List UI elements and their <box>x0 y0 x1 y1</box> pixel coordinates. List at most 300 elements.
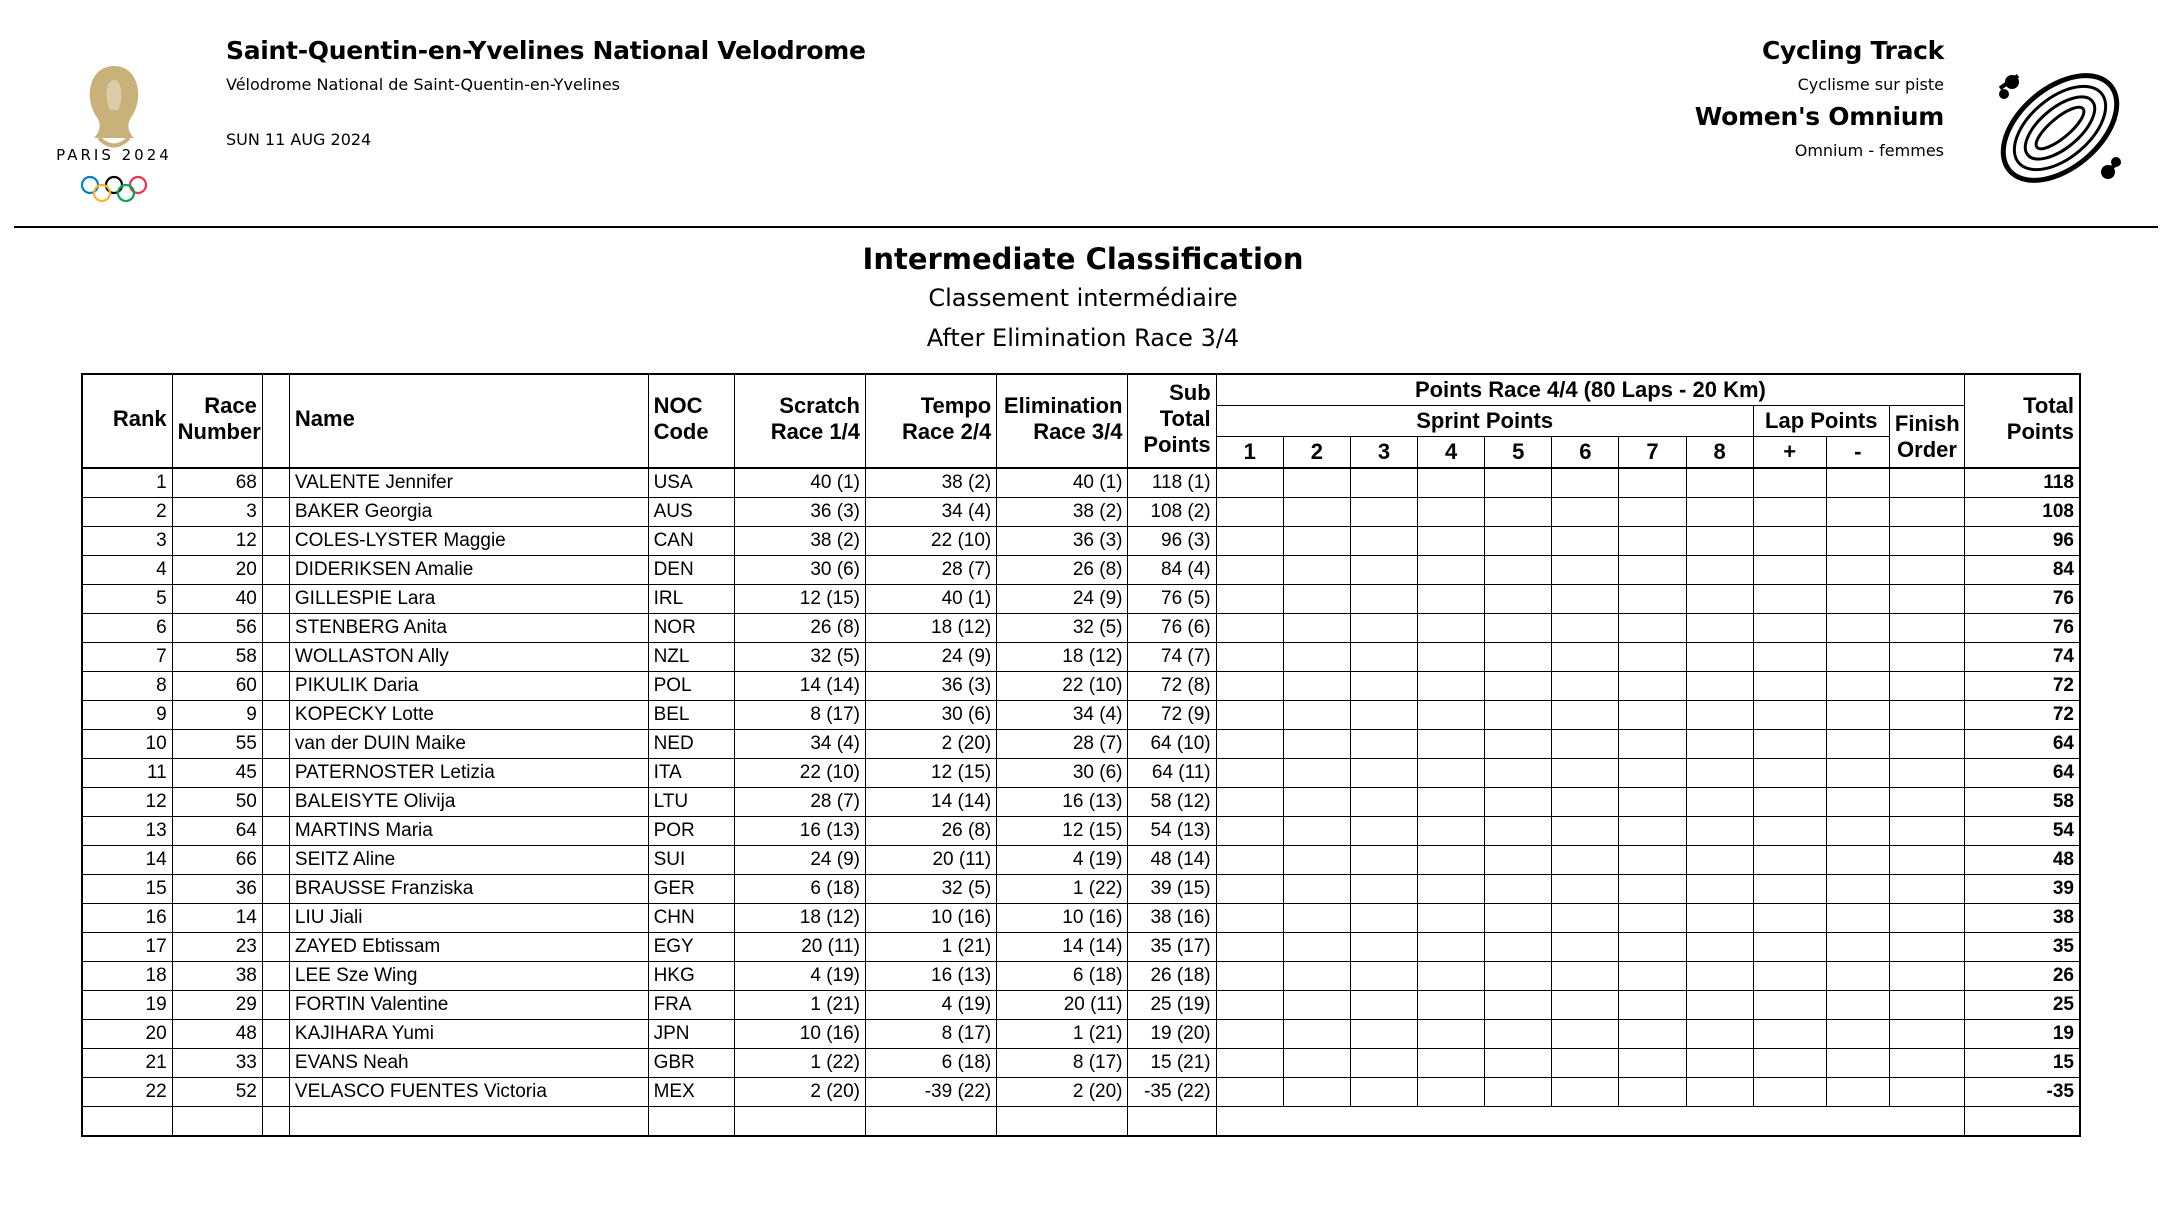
cell-rank: 14 <box>82 846 172 875</box>
cell-points-race <box>1418 1049 1485 1078</box>
cell-race-number: 48 <box>172 1020 262 1049</box>
cell-scratch: 6 (18) <box>734 875 865 904</box>
cell-tempo: 32 (5) <box>865 875 996 904</box>
cell-points-race <box>1216 1049 1283 1078</box>
cell-tempo: 2 (20) <box>865 730 996 759</box>
cell-points-race <box>1485 904 1552 933</box>
cell-points-race <box>1686 1049 1753 1078</box>
cell-name: SEITZ Aline <box>289 846 648 875</box>
cell-points-race <box>1216 759 1283 788</box>
cell-sub-total: 72 (9) <box>1128 701 1216 730</box>
cell-points-race <box>1485 527 1552 556</box>
cell-points-race <box>1753 788 1826 817</box>
cell-race-number: 60 <box>172 672 262 701</box>
cell-points-race <box>1889 962 1964 991</box>
cell-points-race <box>1826 498 1889 527</box>
cell-name: FORTIN Valentine <box>289 991 648 1020</box>
cell-points-race <box>1686 846 1753 875</box>
cell-sub-total: 58 (12) <box>1128 788 1216 817</box>
cell-points-race <box>1686 701 1753 730</box>
cell-points-race <box>1350 730 1417 759</box>
cell-rank: 13 <box>82 817 172 846</box>
cell-points-race <box>1485 788 1552 817</box>
cell-points-race <box>1753 817 1826 846</box>
cell-points-race <box>1216 991 1283 1020</box>
cell-points-race <box>1216 527 1283 556</box>
cell-noc: IRL <box>648 585 734 614</box>
col-blank <box>262 374 289 468</box>
cell-name: VELASCO FUENTES Victoria <box>289 1078 648 1107</box>
cell-points-race <box>1283 933 1350 962</box>
table-row <box>82 468 2080 498</box>
cell-race-number: 36 <box>172 875 262 904</box>
cell-empty <box>172 1107 262 1137</box>
cell-blank <box>262 701 289 730</box>
cell-rank: 21 <box>82 1049 172 1078</box>
cell-race-number: 64 <box>172 817 262 846</box>
col-total-points: Total Points <box>1965 374 2080 468</box>
col-sprint-5: 5 <box>1485 437 1552 469</box>
cell-points-race <box>1552 585 1619 614</box>
event-name-en: Women's Omnium <box>1694 102 1944 131</box>
cell-rank: 4 <box>82 556 172 585</box>
cell-points-race <box>1826 730 1889 759</box>
cell-empty <box>289 1107 648 1137</box>
cell-points-race <box>1753 875 1826 904</box>
cell-points-race <box>1552 468 1619 498</box>
cell-points-race <box>1889 730 1964 759</box>
cell-scratch: 12 (15) <box>734 585 865 614</box>
cell-tempo: 34 (4) <box>865 498 996 527</box>
cell-noc: AUS <box>648 498 734 527</box>
cell-noc: FRA <box>648 991 734 1020</box>
cell-points-race <box>1350 498 1417 527</box>
cell-points-race <box>1216 468 1283 498</box>
cell-points-race <box>1283 585 1350 614</box>
cell-points-race <box>1619 701 1686 730</box>
sport-name-fr: Cyclisme sur piste <box>1797 75 1944 94</box>
cell-blank <box>262 468 289 498</box>
cell-points-race <box>1826 527 1889 556</box>
cell-points-race <box>1485 991 1552 1020</box>
cell-points-race <box>1283 875 1350 904</box>
cell-points-race <box>1418 1020 1485 1049</box>
cell-rank: 3 <box>82 527 172 556</box>
cell-points-race <box>1350 1020 1417 1049</box>
cell-points-race <box>1350 614 1417 643</box>
cell-points-race <box>1350 468 1417 498</box>
cell-points-race <box>1418 1078 1485 1107</box>
cell-rank: 1 <box>82 468 172 498</box>
cell-points-race <box>1826 614 1889 643</box>
table-row <box>82 614 2080 643</box>
cell-tempo: 22 (10) <box>865 527 996 556</box>
cell-points-race <box>1753 585 1826 614</box>
cell-points-race <box>1686 788 1753 817</box>
cell-scratch: 30 (6) <box>734 556 865 585</box>
table-row <box>82 498 2080 527</box>
cell-points-race <box>1889 527 1964 556</box>
cell-name: VALENTE Jennifer <box>289 468 648 498</box>
cell-tempo: -39 (22) <box>865 1078 996 1107</box>
cell-rank: 19 <box>82 991 172 1020</box>
col-lap-plus: + <box>1753 437 1826 469</box>
cell-total-points: 74 <box>1965 643 2080 672</box>
cell-total-points: 96 <box>1965 527 2080 556</box>
cell-points-race <box>1418 904 1485 933</box>
cell-points-race <box>1619 788 1686 817</box>
cell-points-race <box>1686 991 1753 1020</box>
cell-blank <box>262 527 289 556</box>
cell-points-race <box>1552 933 1619 962</box>
cell-blank <box>262 585 289 614</box>
cell-points-race <box>1826 875 1889 904</box>
cell-points-race <box>1619 643 1686 672</box>
cell-noc: CHN <box>648 904 734 933</box>
cell-points-race <box>1216 817 1283 846</box>
cell-sub-total: 25 (19) <box>1128 991 1216 1020</box>
cell-noc: SUI <box>648 846 734 875</box>
cell-scratch: 10 (16) <box>734 1020 865 1049</box>
col-finish-order: Finish Order <box>1889 406 1964 469</box>
cell-rank: 10 <box>82 730 172 759</box>
cell-name: COLES-LYSTER Maggie <box>289 527 648 556</box>
table-row <box>82 846 2080 875</box>
cell-points-race <box>1686 643 1753 672</box>
cell-points-race <box>1418 933 1485 962</box>
cell-total-points: 72 <box>1965 701 2080 730</box>
cell-noc: GBR <box>648 1049 734 1078</box>
cell-sub-total: 76 (6) <box>1128 614 1216 643</box>
cell-blank <box>262 556 289 585</box>
cell-blank <box>262 904 289 933</box>
cell-rank: 22 <box>82 1078 172 1107</box>
cell-noc: JPN <box>648 1020 734 1049</box>
cell-elimination: 32 (5) <box>997 614 1128 643</box>
cell-total-points: 76 <box>1965 614 2080 643</box>
cell-points-race <box>1552 556 1619 585</box>
cell-tempo: 16 (13) <box>865 962 996 991</box>
cell-points-race <box>1283 962 1350 991</box>
cell-blank <box>262 730 289 759</box>
cell-points-race <box>1216 701 1283 730</box>
cell-points-race <box>1350 1049 1417 1078</box>
cell-name: MARTINS Maria <box>289 817 648 846</box>
cell-rank: 8 <box>82 672 172 701</box>
cell-total-points: 64 <box>1965 730 2080 759</box>
cell-tempo: 38 (2) <box>865 468 996 498</box>
cell-empty <box>1128 1107 1216 1137</box>
cell-points-race <box>1552 672 1619 701</box>
cell-points-race <box>1552 759 1619 788</box>
cell-blank <box>262 643 289 672</box>
cell-total-points: 76 <box>1965 585 2080 614</box>
cell-blank <box>262 614 289 643</box>
cell-elimination: 12 (15) <box>997 817 1128 846</box>
cell-points-race <box>1753 614 1826 643</box>
cell-points-race <box>1216 875 1283 904</box>
cell-scratch: 38 (2) <box>734 527 865 556</box>
cell-points-race <box>1826 759 1889 788</box>
cell-scratch: 36 (3) <box>734 498 865 527</box>
cell-elimination: 22 (10) <box>997 672 1128 701</box>
cell-blank <box>262 875 289 904</box>
cell-noc: BEL <box>648 701 734 730</box>
cell-points-race <box>1216 1078 1283 1107</box>
cell-points-race <box>1216 730 1283 759</box>
cell-points-race <box>1619 468 1686 498</box>
cell-points-race <box>1753 730 1826 759</box>
cell-race-number: 23 <box>172 933 262 962</box>
cell-points-race <box>1350 962 1417 991</box>
cell-sub-total: 64 (10) <box>1128 730 1216 759</box>
cell-sub-total: 108 (2) <box>1128 498 1216 527</box>
cell-race-number: 50 <box>172 788 262 817</box>
cell-elimination: 16 (13) <box>997 788 1128 817</box>
col-noc: NOC Code <box>648 374 734 468</box>
cell-scratch: 26 (8) <box>734 614 865 643</box>
cell-points-race <box>1686 933 1753 962</box>
table-row <box>82 1049 2080 1078</box>
table-row <box>82 759 2080 788</box>
cell-points-race <box>1889 788 1964 817</box>
cell-points-race <box>1753 759 1826 788</box>
cell-points-race <box>1552 875 1619 904</box>
cell-points-race <box>1826 1078 1889 1107</box>
cell-points-race <box>1753 468 1826 498</box>
col-sprint-8: 8 <box>1686 437 1753 469</box>
cell-name: GILLESPIE Lara <box>289 585 648 614</box>
cell-points-race <box>1216 498 1283 527</box>
cell-scratch: 32 (5) <box>734 643 865 672</box>
cell-sub-total: 26 (18) <box>1128 962 1216 991</box>
col-race-number: Race Number <box>172 374 262 468</box>
cell-sub-total: 15 (21) <box>1128 1049 1216 1078</box>
cell-tempo: 8 (17) <box>865 1020 996 1049</box>
cell-race-number: 66 <box>172 846 262 875</box>
cell-points-race <box>1283 614 1350 643</box>
cell-points-race <box>1350 759 1417 788</box>
cell-tempo: 4 (19) <box>865 991 996 1020</box>
cell-scratch: 24 (9) <box>734 846 865 875</box>
cell-empty <box>997 1107 1128 1137</box>
cell-noc: NZL <box>648 643 734 672</box>
cell-points-race <box>1283 846 1350 875</box>
cell-elimination: 38 (2) <box>997 498 1128 527</box>
col-sprint-3: 3 <box>1350 437 1417 469</box>
cell-points-race <box>1552 1078 1619 1107</box>
cell-scratch: 1 (21) <box>734 991 865 1020</box>
cell-points-race <box>1216 933 1283 962</box>
cell-points-race <box>1889 1078 1964 1107</box>
cell-points-race <box>1485 468 1552 498</box>
cell-total-points: 35 <box>1965 933 2080 962</box>
cell-points-race <box>1889 498 1964 527</box>
cell-points-race <box>1283 672 1350 701</box>
cell-points-race <box>1485 498 1552 527</box>
venue-name-fr: Vélodrome National de Saint-Quentin-en-Yvelines <box>226 75 620 94</box>
cell-race-number: 20 <box>172 556 262 585</box>
cell-points-race <box>1216 585 1283 614</box>
cell-noc: LTU <box>648 788 734 817</box>
cell-points-race <box>1418 701 1485 730</box>
cell-blank <box>262 1020 289 1049</box>
cell-rank: 7 <box>82 643 172 672</box>
table-row <box>82 875 2080 904</box>
paris-2024-emblem-icon <box>44 58 184 208</box>
page-title: Intermediate Classification <box>862 242 1304 276</box>
cell-elimination: 18 (12) <box>997 643 1128 672</box>
cell-elimination: 28 (7) <box>997 730 1128 759</box>
table-row <box>82 788 2080 817</box>
cell-elimination: 14 (14) <box>997 933 1128 962</box>
cell-points-race <box>1552 730 1619 759</box>
venue-block <box>226 36 866 149</box>
cell-points-race <box>1350 585 1417 614</box>
event-block <box>1695 36 1944 160</box>
cell-points-race <box>1485 643 1552 672</box>
col-points-race: Points Race 4/4 (80 Laps - 20 Km) <box>1216 374 1965 406</box>
cell-points-race <box>1889 904 1964 933</box>
cell-scratch: 22 (10) <box>734 759 865 788</box>
cell-elimination: 1 (22) <box>997 875 1128 904</box>
cell-points-race <box>1485 730 1552 759</box>
cell-scratch: 34 (4) <box>734 730 865 759</box>
cell-points-race <box>1350 991 1417 1020</box>
cell-scratch: 1 (22) <box>734 1049 865 1078</box>
cell-name: STENBERG Anita <box>289 614 648 643</box>
cell-scratch: 18 (12) <box>734 904 865 933</box>
cell-points-race <box>1216 672 1283 701</box>
cell-rank: 12 <box>82 788 172 817</box>
cell-points-race <box>1889 875 1964 904</box>
cell-points-race <box>1619 614 1686 643</box>
cell-points-race <box>1753 1049 1826 1078</box>
cell-tempo: 40 (1) <box>865 585 996 614</box>
cell-points-race <box>1216 962 1283 991</box>
cell-points-race <box>1686 962 1753 991</box>
cell-sub-total: 96 (3) <box>1128 527 1216 556</box>
cell-points-race <box>1418 759 1485 788</box>
cell-points-race <box>1418 672 1485 701</box>
cell-points-race <box>1485 875 1552 904</box>
cell-points-race <box>1418 527 1485 556</box>
table-row <box>82 962 2080 991</box>
table-row <box>82 527 2080 556</box>
table-row-empty <box>82 1107 2080 1137</box>
table-row <box>82 991 2080 1020</box>
cell-points-race <box>1686 875 1753 904</box>
cell-elimination: 10 (16) <box>997 904 1128 933</box>
cell-points-race <box>1826 846 1889 875</box>
cell-name: LIU Jiali <box>289 904 648 933</box>
cell-points-race <box>1552 817 1619 846</box>
table-row <box>82 1020 2080 1049</box>
cell-name: KOPECKY Lotte <box>289 701 648 730</box>
cell-total-points: 15 <box>1965 1049 2080 1078</box>
cell-points-race <box>1418 875 1485 904</box>
table-row <box>82 904 2080 933</box>
cell-blank <box>262 672 289 701</box>
cell-points-race <box>1216 788 1283 817</box>
cell-points-race <box>1216 846 1283 875</box>
cell-points-race <box>1552 614 1619 643</box>
header-divider <box>14 226 2158 228</box>
cell-race-number: 38 <box>172 962 262 991</box>
cell-points-race <box>1485 817 1552 846</box>
cell-noc: HKG <box>648 962 734 991</box>
cell-points-race <box>1350 1078 1417 1107</box>
cell-points-race <box>1619 846 1686 875</box>
cell-points-race <box>1686 730 1753 759</box>
cell-tempo: 24 (9) <box>865 643 996 672</box>
cell-points-race <box>1826 962 1889 991</box>
cell-points-race <box>1889 846 1964 875</box>
venue-name-en: Saint-Quentin-en-Yvelines National Velodrome <box>226 36 866 65</box>
cell-tempo: 20 (11) <box>865 846 996 875</box>
cell-points-race <box>1826 672 1889 701</box>
cell-blank <box>262 846 289 875</box>
cell-points-race <box>1889 643 1964 672</box>
cell-tempo: 18 (12) <box>865 614 996 643</box>
cell-points-race <box>1418 962 1485 991</box>
cell-blank <box>262 759 289 788</box>
cell-points-race <box>1753 933 1826 962</box>
cell-rank: 16 <box>82 904 172 933</box>
cell-points-race <box>1619 498 1686 527</box>
cycling-track-pictogram-icon <box>1990 58 2130 198</box>
cell-points-race <box>1826 1049 1889 1078</box>
cell-points-race <box>1283 817 1350 846</box>
cell-points-race <box>1686 1078 1753 1107</box>
cell-points-race <box>1753 527 1826 556</box>
cell-points-race <box>1216 1020 1283 1049</box>
cell-points-race <box>1753 498 1826 527</box>
cell-points-race <box>1619 672 1686 701</box>
cell-points-race <box>1753 962 1826 991</box>
cell-total-points: 72 <box>1965 672 2080 701</box>
cell-points-race <box>1283 1049 1350 1078</box>
cell-elimination: 1 (21) <box>997 1020 1128 1049</box>
cell-points-race <box>1619 875 1686 904</box>
cell-empty <box>648 1107 734 1137</box>
cell-points-race <box>1753 991 1826 1020</box>
cell-points-race <box>1889 701 1964 730</box>
cell-points-race <box>1889 672 1964 701</box>
cell-race-number: 12 <box>172 527 262 556</box>
cell-points-race <box>1283 468 1350 498</box>
classification-table <box>81 373 2081 1137</box>
cell-name: WOLLASTON Ally <box>289 643 648 672</box>
cell-noc: USA <box>648 468 734 498</box>
cell-points-race <box>1283 759 1350 788</box>
cell-tempo: 14 (14) <box>865 788 996 817</box>
cell-sub-total: -35 (22) <box>1128 1078 1216 1107</box>
cell-points-race <box>1686 498 1753 527</box>
cell-blank <box>262 498 289 527</box>
cell-points-race <box>1216 643 1283 672</box>
cell-name: PIKULIK Daria <box>289 672 648 701</box>
cell-empty <box>1216 1107 1965 1137</box>
cell-noc: NOR <box>648 614 734 643</box>
col-rank: Rank <box>82 374 172 468</box>
cell-points-race <box>1485 701 1552 730</box>
cell-points-race <box>1826 788 1889 817</box>
cell-name: van der DUIN Maike <box>289 730 648 759</box>
page-subtitle: After Elimination Race 3/4 <box>926 324 1240 352</box>
cell-rank: 2 <box>82 498 172 527</box>
cell-empty <box>1965 1107 2080 1137</box>
